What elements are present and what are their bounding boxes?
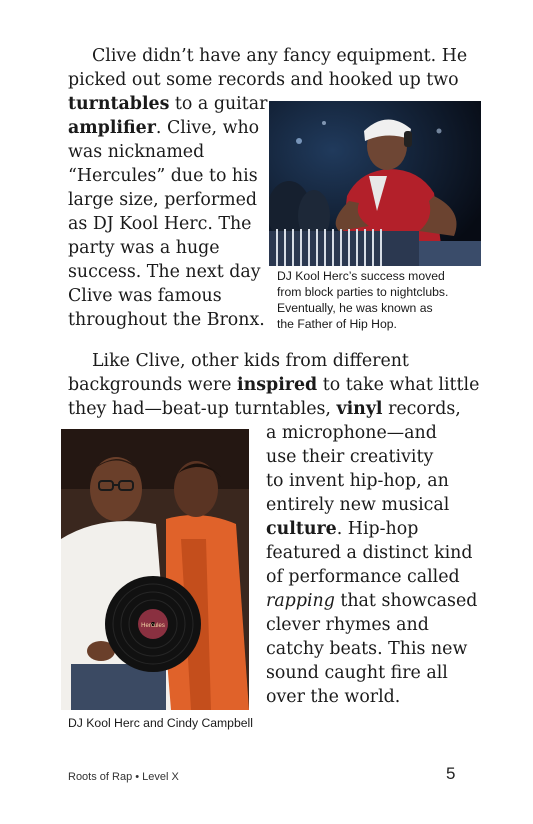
text-line: featured a distinct kind	[266, 543, 473, 563]
text-line: clever rhymes and	[266, 615, 429, 635]
text-line: Clive didn’t have any fancy equipment. He	[92, 46, 468, 66]
text-line: as DJ Kool Herc. The	[68, 214, 252, 234]
glossary-term-turntables: turntables	[68, 94, 170, 114]
text-line: over the world.	[266, 687, 401, 707]
text-line: turntables to a guitar	[68, 94, 268, 114]
caption-line: the Father of Hip Hop.	[277, 317, 397, 331]
footer-book-title: Roots of Rap • Level X	[68, 771, 179, 783]
text-line: they had—beat-up turntables, vinyl records,	[68, 399, 461, 419]
text-line: entirely new musical	[266, 495, 450, 515]
text-line: was nicknamed	[68, 142, 205, 162]
glossary-term-amplifier: amplifier	[68, 118, 156, 138]
page-number: 5	[446, 764, 456, 783]
text-line: large size, performed	[68, 190, 258, 210]
photo-caption-2: DJ Kool Herc and Cindy Campbell	[68, 716, 253, 730]
text-line: picked out some records and hooked up two	[68, 70, 459, 90]
text-line: sound caught fire all	[266, 663, 448, 683]
text-line: Like Clive, other kids from different	[92, 351, 409, 371]
text-line: culture. Hip-hop	[266, 519, 419, 539]
text-line: party was a huge	[68, 238, 220, 258]
dj-photo-illustration	[269, 101, 481, 266]
italic-term-rapping: rapping	[266, 591, 335, 611]
text-line: catchy beats. This new	[266, 639, 468, 659]
text-line: backgrounds were inspired to take what little	[68, 375, 480, 395]
herc-and-cindy-photo	[61, 429, 249, 710]
caption-line: DJ Kool Herc’s success moved	[277, 269, 445, 283]
text-line: Clive was famous	[68, 286, 222, 306]
glossary-term-inspired: inspired	[237, 375, 318, 395]
text-line: throughout the Bronx.	[68, 310, 265, 330]
text-line: of performance called	[266, 567, 460, 587]
text-line: success. The next day	[68, 262, 261, 282]
text-line: to invent hip-hop, an	[266, 471, 449, 491]
text-line: a microphone—and	[266, 423, 437, 443]
portrait-illustration	[61, 429, 249, 710]
glossary-term-culture: culture	[266, 519, 337, 539]
glossary-term-vinyl: vinyl	[336, 399, 383, 419]
text-line: “Hercules” due to his	[68, 166, 258, 186]
text-line: use their creativity	[266, 447, 434, 467]
caption-line: from block parties to nightclubs.	[277, 285, 449, 299]
text-line: amplifier. Clive, who	[68, 118, 260, 138]
dj-kool-herc-photo	[269, 101, 481, 266]
text-line: rapping that showcased	[266, 591, 478, 611]
record-label-text: Hercules	[141, 623, 165, 629]
caption-line: Eventually, he was known as	[277, 301, 433, 315]
